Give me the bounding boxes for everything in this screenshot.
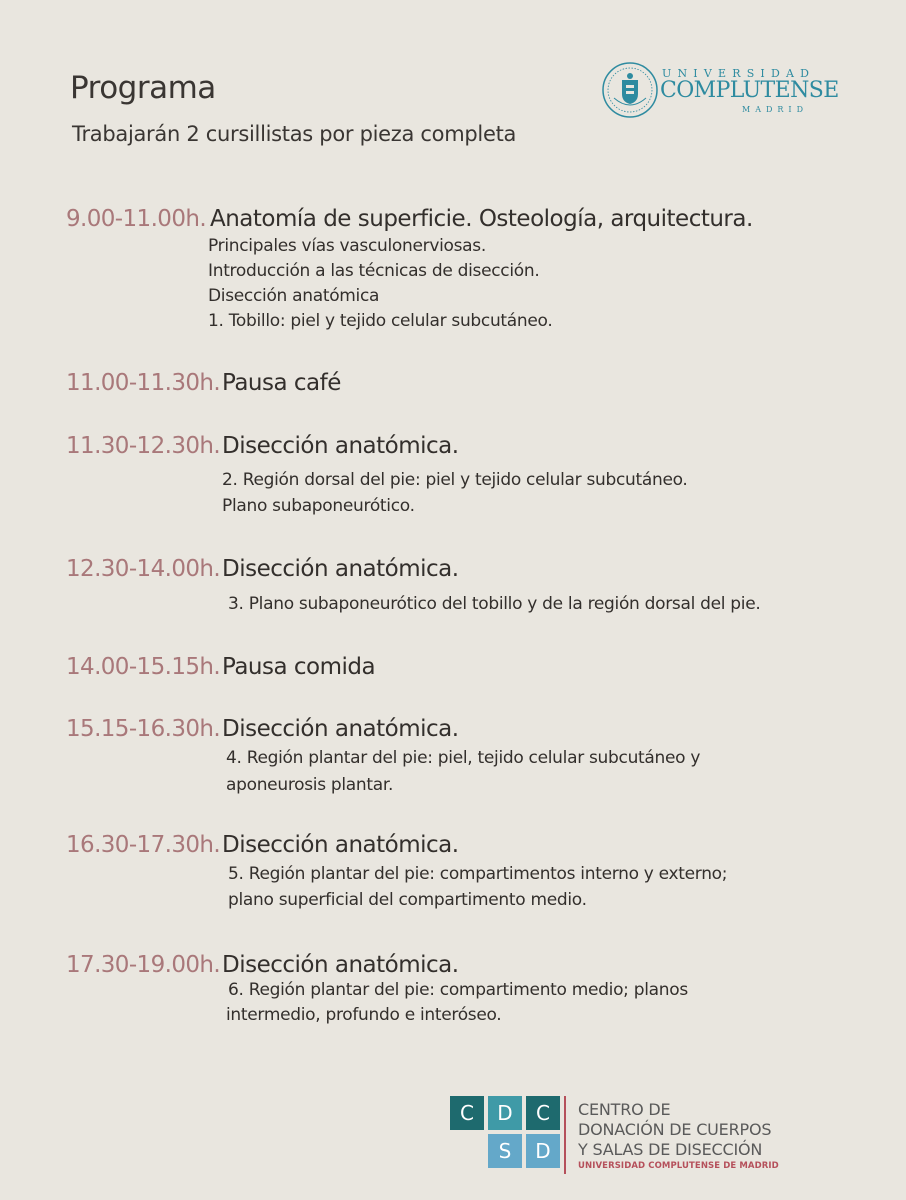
schedule-time: 14.00-15.15h. bbox=[66, 654, 221, 680]
schedule-detail: Introducción a las técnicas de disección. bbox=[208, 261, 540, 281]
cdcsd-line3: Y SALAS DE DISECCIÓN bbox=[578, 1140, 763, 1159]
page-subtitle: Trabajarán 2 cursillistas por pieza completa bbox=[72, 122, 517, 146]
university-seal-icon bbox=[600, 58, 660, 122]
logo-letter-s: S bbox=[488, 1134, 522, 1168]
schedule-detail: 4. Región plantar del pie: piel, tejido celular subcutáneo y bbox=[226, 748, 701, 768]
cdcsd-line2: DONACIÓN DE CUERPOS bbox=[578, 1120, 772, 1139]
schedule-detail: 5. Región plantar del pie: compartimentos interno y externo; bbox=[228, 864, 728, 884]
logo-divider bbox=[564, 1096, 566, 1174]
logo-letter-c: C bbox=[450, 1096, 484, 1130]
logo-letter-d: D bbox=[526, 1134, 560, 1168]
schedule-title: Disección anatómica. bbox=[222, 832, 459, 858]
schedule-title: Disección anatómica. bbox=[222, 433, 459, 459]
schedule-time: 11.00-11.30h. bbox=[66, 370, 221, 396]
schedule-title: Disección anatómica. bbox=[222, 952, 459, 978]
schedule-detail: plano superficial del compartimento medio. bbox=[228, 890, 587, 910]
schedule-title: Disección anatómica. bbox=[222, 716, 459, 742]
schedule-detail: 2. Región dorsal del pie: piel y tejido celular subcutáneo. bbox=[222, 470, 688, 490]
schedule-time: 11.30-12.30h. bbox=[66, 433, 221, 459]
ucm-logo-line2: COMPLUTENSE bbox=[660, 78, 839, 103]
schedule-title: Pausa comida bbox=[222, 654, 376, 680]
schedule-time: 16.30-17.30h. bbox=[66, 832, 221, 858]
schedule-detail: 1. Tobillo: piel y tejido celular subcutáneo. bbox=[208, 311, 553, 331]
page-title: Programa bbox=[70, 70, 216, 106]
ucm-logo-line3: MADRID bbox=[742, 105, 808, 114]
cdcsd-logo bbox=[450, 1096, 850, 1176]
schedule-detail: 6. Región plantar del pie: compartimento medio; planos bbox=[228, 980, 688, 1000]
schedule-detail: Disección anatómica bbox=[208, 286, 380, 306]
cdcsd-line1: CENTRO DE bbox=[578, 1100, 671, 1119]
schedule-time: 12.30-14.00h. bbox=[66, 556, 221, 582]
schedule-time: 15.15-16.30h. bbox=[66, 716, 221, 742]
schedule-title: Pausa café bbox=[222, 370, 341, 396]
schedule-detail: 3. Plano subaponeurótico del tobillo y de la región dorsal del pie. bbox=[228, 594, 761, 614]
schedule-detail: intermedio, profundo e interóseo. bbox=[226, 1005, 502, 1025]
schedule-detail: Principales vías vasculonerviosas. bbox=[208, 236, 486, 256]
schedule-title: Anatomía de superficie. Osteología, arquitectura. bbox=[210, 206, 753, 232]
schedule-time: 17.30-19.00h. bbox=[66, 952, 221, 978]
schedule-detail: aponeurosis plantar. bbox=[226, 775, 394, 795]
logo-letter-c: C bbox=[526, 1096, 560, 1130]
schedule-detail: Plano subaponeurótico. bbox=[222, 496, 415, 516]
schedule-title: Disección anatómica. bbox=[222, 556, 459, 582]
schedule-time: 9.00-11.00h. bbox=[66, 206, 207, 232]
cdcsd-line4: UNIVERSIDAD COMPLUTENSE DE MADRID bbox=[578, 1161, 779, 1171]
logo-letter-d: D bbox=[488, 1096, 522, 1130]
ucm-logo-line1: UNIVERSIDAD bbox=[662, 67, 816, 80]
ucm-logo bbox=[600, 58, 840, 128]
